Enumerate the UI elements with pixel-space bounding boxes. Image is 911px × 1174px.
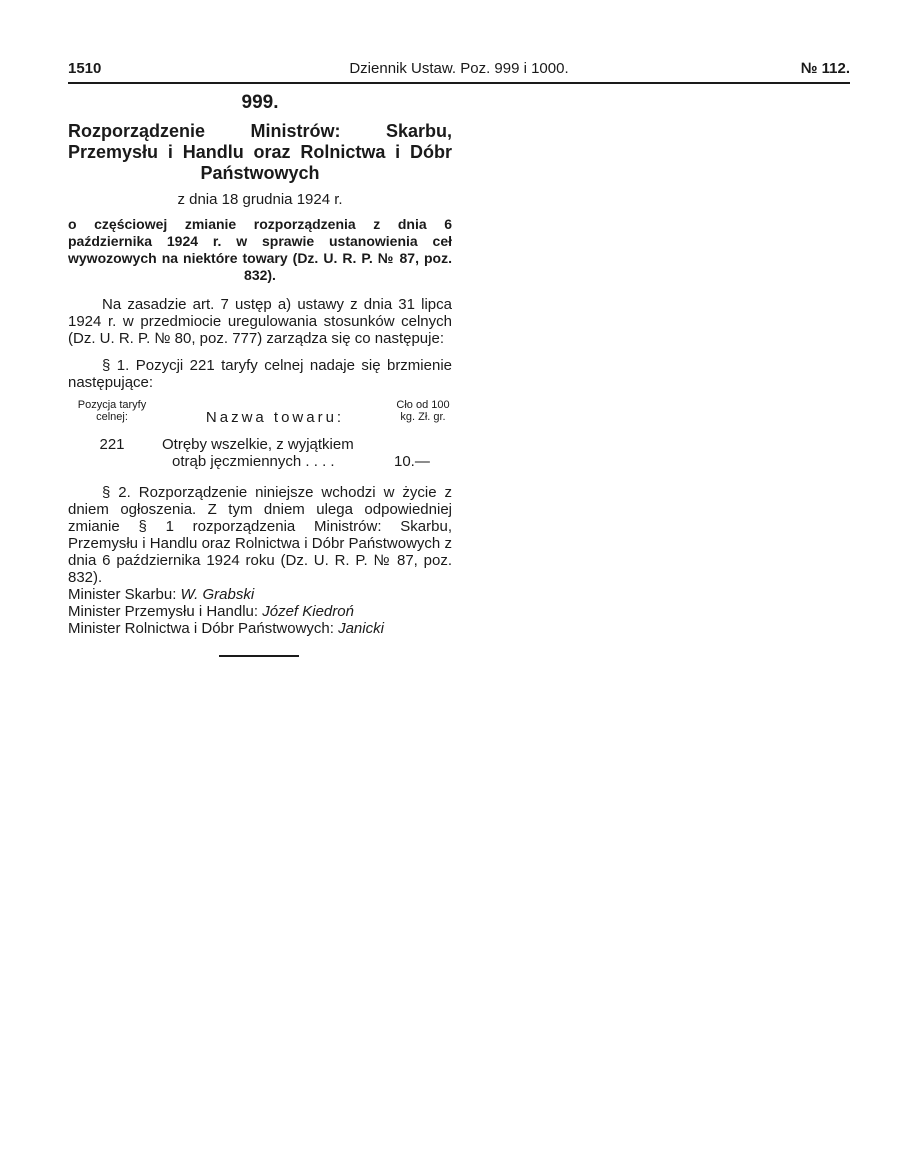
issue-number: № 112.: [800, 60, 850, 77]
journal-title: Dziennik Ustaw. Poz. 999 i 1000.: [349, 60, 569, 77]
tariff-item-name: [156, 426, 394, 470]
tariff-duty-value: 10.—: [394, 453, 430, 470]
document-column: [68, 94, 452, 637]
section-2: § 2. Rozporządzenie niniejsze wchodzi w życie z dniem ogłoszenia. Z tym dniem ulega odpowiedniej zmianie § 1 rozporządzenia Ministrów: Skarbu, Przemysłu i Handlu oraz Rolnictwa i Dóbr Państwowych z dnia 6 października 1924 roku (Dz. U. R. P. № 87, poz. 832).: [68, 484, 452, 586]
table-row: [68, 426, 452, 470]
signature-role: Minister Rolnictwa i Dóbr Państwowych:: [68, 620, 334, 637]
column-duty-header: Cło od 100 kg. Zł. gr.: [396, 399, 450, 423]
signature-1: [68, 586, 452, 603]
signature-name: W. Grabski: [180, 586, 255, 603]
document-date: z dnia 18 grudnia 1924 r.: [177, 191, 343, 208]
tariff-item-line-2: otrąb jęczmiennych . . . .: [172, 453, 335, 470]
document-title: Rozporządzenie Ministrów: Skarbu, Przemysłu i Handlu oraz Rolnictwa i Dóbr Państwowych: [68, 121, 452, 183]
signature-name: Janicki: [338, 620, 384, 637]
signature-role: Minister Skarbu:: [68, 586, 177, 603]
signature-3: [68, 620, 452, 637]
signature-name: Józef Kiedroń: [262, 603, 354, 620]
tariff-item-line-1: Otręby wszelkie, z wyjątkiem: [162, 436, 354, 453]
preamble: Na zasadzie art. 7 ustęp a) ustawy z dnia 31 lipca 1924 r. w przedmiocie uregulowania stosunków celnych (Dz. U. R. P. № 80, poz. 777) zarządza się co następuje:: [68, 296, 452, 347]
end-rule: [219, 655, 299, 657]
signature-role: Minister Przemysłu i Handlu:: [68, 603, 259, 620]
column-position-header: Pozycja taryfy celnej:: [77, 399, 147, 423]
document-number: 999.: [241, 92, 279, 113]
column-name-header: Nazwa towaru:: [205, 409, 345, 426]
page-header: [68, 60, 850, 80]
page-number: 1510: [68, 60, 102, 77]
document-subject: o częściowej zmianie rozporządzenia z dnia 6 października 1924 r. w sprawie ustanowienia ceł wywozowych na niektóre towary (Dz. U. R. P. № 87, poz. 832).: [68, 216, 452, 283]
tariff-header-row: [68, 399, 452, 426]
header-rule: [68, 82, 850, 84]
signature-2: [68, 603, 452, 620]
tariff-code: 221: [99, 436, 125, 453]
tariff-table: [68, 399, 452, 470]
section-1: § 1. Pozycji 221 taryfy celnej nadaje się brzmienie następujące:: [68, 357, 452, 391]
